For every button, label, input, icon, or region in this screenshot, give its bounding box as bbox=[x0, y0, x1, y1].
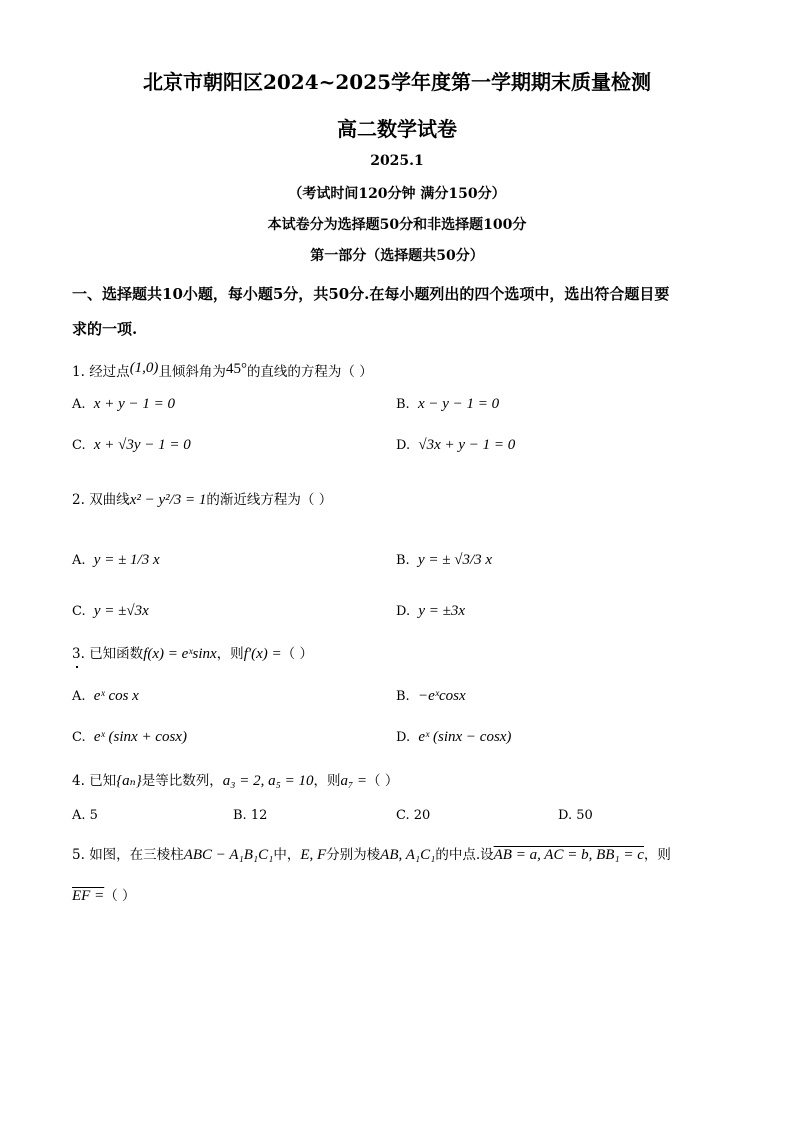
question-number: 3. bbox=[72, 646, 85, 662]
hyperbola-equation: x² − y²/3 = 1 bbox=[129, 492, 207, 508]
q4-option-b[interactable]: B. 12 bbox=[233, 808, 268, 823]
function-expression: f(x) = eˣsinx bbox=[143, 646, 217, 662]
q3-option-d[interactable]: D. eˣ (sinx − cosx) bbox=[396, 729, 512, 745]
question-2: 2. 双曲线x² − y²/3 = 1的渐近线方程为（ ） bbox=[72, 492, 333, 508]
q2-option-b[interactable]: B. y = ± √3/3 x bbox=[396, 552, 493, 568]
part-heading: 第一部分（选择题共50分） bbox=[310, 248, 484, 264]
point: (1,0) bbox=[129, 360, 159, 376]
exam-title: 北京市朝阳区2024~2025学年度第一学期期末质量检测 bbox=[142, 70, 652, 94]
q2-option-c[interactable]: C. y = ±√3x bbox=[72, 603, 149, 619]
question-number: 1. bbox=[72, 364, 85, 380]
question-5: 5. 如图，在三棱柱ABC − A₁B₁C₁中，E, F分别为棱AB, A₁C₁的中点.设AB = a, AC = b, BB₁ = c，则 bbox=[72, 847, 671, 863]
sequence-target: a₇ = bbox=[340, 773, 368, 789]
question-1: 1. 经过点(1,0)且倾斜角为45°的直线的方程为（ ） bbox=[72, 360, 373, 380]
section-instructions-line2: 求的一项. bbox=[72, 320, 138, 338]
prism: ABC − A₁B₁C₁ bbox=[183, 847, 274, 863]
q1-option-d[interactable]: D. √3x + y − 1 = 0 bbox=[396, 437, 516, 453]
derivative-expression: f′(x) = bbox=[243, 646, 282, 662]
vector-ef: EF = bbox=[72, 888, 105, 904]
sequence: {aₙ} bbox=[116, 773, 142, 789]
exam-info: （考试时间120分钟 满分150分） bbox=[288, 186, 506, 202]
q3-option-b[interactable]: B. −eˣcosx bbox=[396, 688, 466, 704]
section-instructions-line1: 一、选择题共10小题，每小题5分，共50分.在每小题列出的四个选项中，选出符合题目要 bbox=[72, 285, 670, 303]
exam-composition: 本试卷分为选择题50分和非选择题100分 bbox=[267, 217, 527, 233]
q4-option-c[interactable]: C. 20 bbox=[396, 808, 431, 823]
q1-option-b[interactable]: B. x − y − 1 = 0 bbox=[396, 396, 500, 412]
question-5-continuation: EF =（ ） bbox=[72, 888, 136, 904]
question-3: 3. 已知函数f(x) = eˣsinx，则f′(x) =（ ） bbox=[72, 646, 313, 662]
exam-subtitle: 高二数学试卷 bbox=[337, 117, 457, 141]
angle: 45° bbox=[225, 361, 247, 377]
sequence-condition: a₃ = 2, a₅ = 10 bbox=[222, 773, 314, 789]
question-number: 5. bbox=[72, 847, 85, 863]
q2-option-a[interactable]: A. y = ± 1/3 x bbox=[72, 552, 160, 568]
exam-date: 2025.1 bbox=[370, 153, 424, 169]
q4-option-a[interactable]: A. 5 bbox=[72, 808, 98, 823]
q3-option-c[interactable]: C. eˣ (sinx + cosx) bbox=[72, 729, 187, 745]
midpoints: E, F bbox=[300, 847, 327, 863]
q1-option-c[interactable]: C. x + √3y − 1 = 0 bbox=[72, 437, 191, 453]
edges: AB, A₁C₁ bbox=[380, 847, 436, 863]
q3-option-a[interactable]: A. eˣ cos x bbox=[72, 688, 139, 704]
question-number: 4. bbox=[72, 773, 85, 789]
q2-option-d[interactable]: D. y = ±3x bbox=[396, 603, 466, 619]
question-number: 2. bbox=[72, 492, 85, 508]
q1-option-a[interactable]: A. x + y − 1 = 0 bbox=[72, 396, 175, 412]
question-4: 4. 已知{aₙ}是等比数列，a₃ = 2, a₅ = 10，则a₇ =（ ） bbox=[72, 773, 399, 789]
stray-dot bbox=[76, 666, 78, 668]
vector-definitions: AB = a, AC = b, BB₁ = c bbox=[493, 847, 644, 863]
q4-option-d[interactable]: D. 50 bbox=[558, 808, 593, 823]
